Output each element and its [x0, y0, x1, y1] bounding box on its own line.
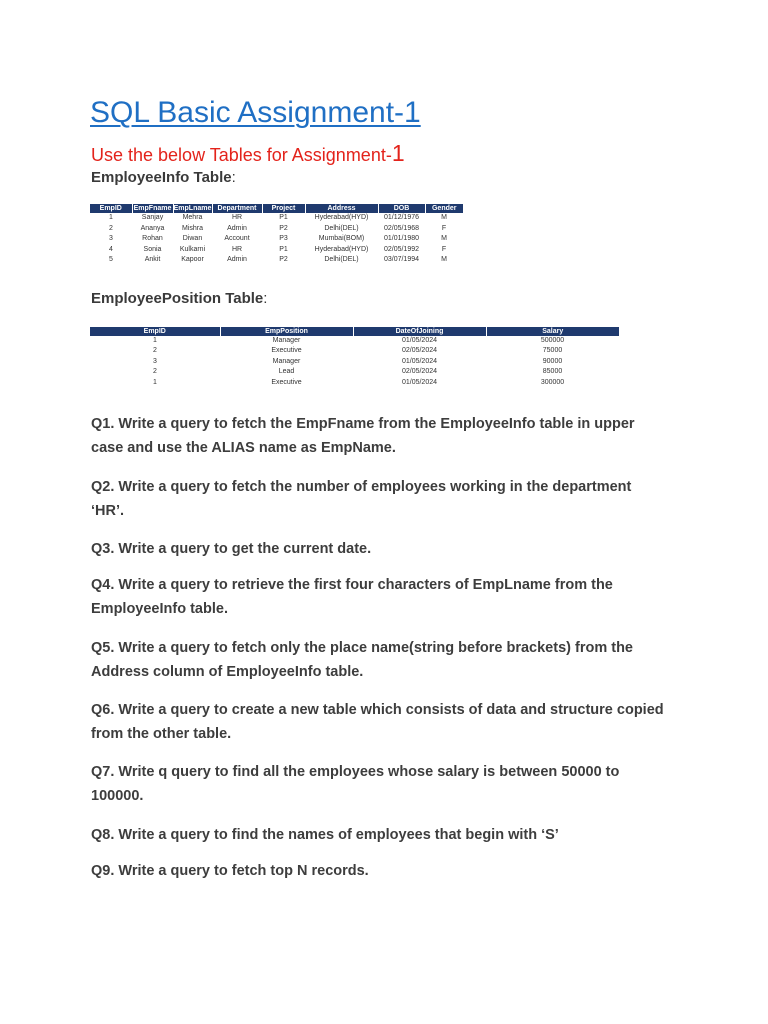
table-row	[90, 367, 619, 377]
table-cell: 500000	[540, 337, 565, 344]
table-cell: Delhi(DEL)	[324, 256, 359, 264]
table-cell: F	[441, 224, 447, 232]
table-cell: Executive	[271, 378, 302, 386]
column-header: DateOfJoining	[353, 327, 486, 336]
employee-position-table	[90, 327, 619, 388]
table-cell: Mumbai(BOM)	[318, 235, 365, 243]
question-item	[91, 859, 691, 883]
question-item	[91, 698, 691, 746]
employee-info-heading-text: EmployeeInfo Table	[91, 169, 232, 186]
question-line: 100000.	[91, 788, 144, 804]
question-line: Q1. Write a query to fetch the EmpFname from the EmployeeInfo table in upper	[91, 416, 635, 432]
table-cell: 2	[109, 224, 113, 232]
table-cell: 90000	[542, 357, 563, 365]
table-cell: 02/05/1968	[383, 224, 420, 232]
table-cell: P2	[279, 224, 288, 232]
column-header: EmpPosition	[220, 327, 353, 336]
employee-info-heading-colon: :	[231, 169, 236, 186]
table-row	[90, 224, 463, 235]
table-cell: Ankit	[144, 256, 161, 264]
question-item	[91, 573, 691, 621]
table-row	[90, 357, 619, 367]
table-cell: P1	[279, 214, 288, 221]
table-cell: 1	[153, 378, 157, 386]
column-header: Project	[262, 204, 305, 213]
table-cell: Rohan	[142, 235, 163, 243]
question-line: Q4. Write a query to retrieve the first four characters of EmpLname from the	[91, 577, 613, 593]
employee-position-heading-colon: :	[263, 290, 268, 307]
table-row	[90, 346, 619, 356]
table-cell: 01/05/2024	[401, 337, 438, 344]
table-header-row	[90, 204, 463, 213]
subtitle-number: 1	[391, 140, 405, 166]
question-line: Q9. Write a query to fetch top N records.	[91, 863, 369, 879]
question-line: Q7. Write q query to find all the employees whose salary is between 50000 to	[91, 764, 620, 780]
question-item	[91, 636, 691, 684]
table-cell: Delhi(DEL)	[324, 224, 359, 232]
table-cell: Sanjay	[141, 214, 164, 221]
column-header: EmpFname	[133, 205, 172, 212]
column-header: EmpID	[90, 204, 132, 213]
column-header: Gender	[425, 204, 463, 213]
table-cell: P2	[279, 256, 288, 264]
table-row	[90, 245, 463, 256]
table-cell: 01/01/1980	[383, 235, 420, 243]
column-header: DOB	[378, 204, 425, 213]
question-item	[91, 412, 691, 460]
question-line: case and use the ALIAS name as EmpName.	[91, 440, 396, 456]
employee-info-table	[90, 204, 463, 266]
page-subtitle	[91, 140, 405, 167]
question-line: from the other table.	[91, 726, 232, 742]
table-cell: Diwan	[182, 235, 203, 243]
question-line: ‘HR’.	[91, 503, 125, 519]
column-header: Salary	[486, 327, 619, 336]
table-cell: 75000	[542, 347, 563, 355]
table-row	[90, 234, 463, 245]
question-line: Q6. Write a query to create a new table which consists of data and structure copied	[91, 702, 664, 718]
table-cell: Executive	[271, 347, 302, 355]
table-cell: Mehra	[182, 214, 203, 221]
subtitle-text: Use the below Tables for Assignment-	[91, 145, 392, 165]
question-item	[91, 760, 691, 808]
table-cell: Kapoor	[181, 256, 204, 264]
table-cell: M	[441, 214, 447, 221]
table-cell: Admin	[227, 224, 247, 232]
table-cell: 03/07/1994	[383, 256, 420, 264]
table-cell: Admin	[227, 256, 247, 264]
table-header-row	[90, 327, 619, 336]
table-cell: 01/05/2024	[401, 378, 438, 386]
table-cell: 1	[153, 337, 157, 344]
table-cell: P1	[279, 245, 288, 253]
table-cell: 4	[109, 245, 113, 253]
table-cell: Manager	[272, 337, 301, 344]
question-line: Q3. Write a query to get the current date.	[91, 541, 372, 557]
question-item	[91, 537, 691, 561]
table-cell: 3	[109, 235, 113, 243]
table-cell: 02/05/2024	[401, 347, 438, 355]
table-cell: Hyderabad(HYD)	[314, 245, 369, 253]
question-item	[91, 475, 691, 523]
table-cell: Account	[224, 235, 250, 243]
employee-position-heading	[91, 290, 267, 307]
table-cell: 5	[109, 256, 113, 264]
question-line: Q8. Write a query to find the names of employees that begin with ‘S’	[91, 827, 559, 843]
column-header: Department	[212, 204, 262, 213]
column-header: EmpLname	[173, 205, 212, 212]
table-cell: M	[441, 256, 447, 264]
table-cell: 300000	[540, 378, 565, 386]
question-line: Address column of EmployeeInfo table.	[91, 664, 364, 680]
table-cell: Hyderabad(HYD)	[314, 214, 369, 221]
table-cell: Sonia	[143, 245, 162, 253]
table-cell: Kulkarni	[179, 245, 206, 253]
table-cell: 02/05/1992	[383, 245, 420, 253]
table-cell: P3	[279, 235, 288, 243]
table-cell: 85000	[542, 368, 563, 376]
table-cell: 2	[153, 368, 157, 376]
table-cell: M	[441, 235, 447, 243]
table-cell: HR	[231, 214, 243, 221]
employee-info-heading	[91, 169, 236, 186]
table-cell: 01/05/2024	[401, 357, 438, 365]
table-cell: Mishra	[181, 224, 203, 232]
employee-position-heading-text: EmployeePosition Table	[91, 290, 264, 307]
table-row	[90, 378, 619, 388]
column-header: EmpID	[90, 327, 220, 336]
table-cell: 02/05/2024	[401, 368, 438, 376]
table-cell: HR	[231, 245, 243, 253]
question-line: Q2. Write a query to fetch the number of employees working in the department	[91, 479, 632, 495]
table-cell: 1	[109, 214, 113, 221]
table-row	[90, 213, 463, 224]
table-cell: Manager	[272, 357, 301, 365]
table-cell: Ananya	[140, 224, 165, 232]
table-cell: F	[441, 245, 447, 253]
table-row	[90, 255, 463, 266]
table-row	[90, 336, 619, 346]
question-line: Q5. Write a query to fetch only the place name(string before brackets) from the	[91, 640, 633, 656]
table-cell: 01/12/1976	[383, 214, 420, 221]
table-cell: Lead	[278, 368, 295, 376]
table-cell: 3	[153, 357, 157, 365]
page-title: SQL Basic Assignment-1	[90, 96, 421, 129]
question-line: EmployeeInfo table.	[91, 601, 228, 617]
table-cell: 2	[153, 347, 157, 355]
question-item	[91, 823, 691, 847]
column-header: Address	[305, 204, 378, 213]
